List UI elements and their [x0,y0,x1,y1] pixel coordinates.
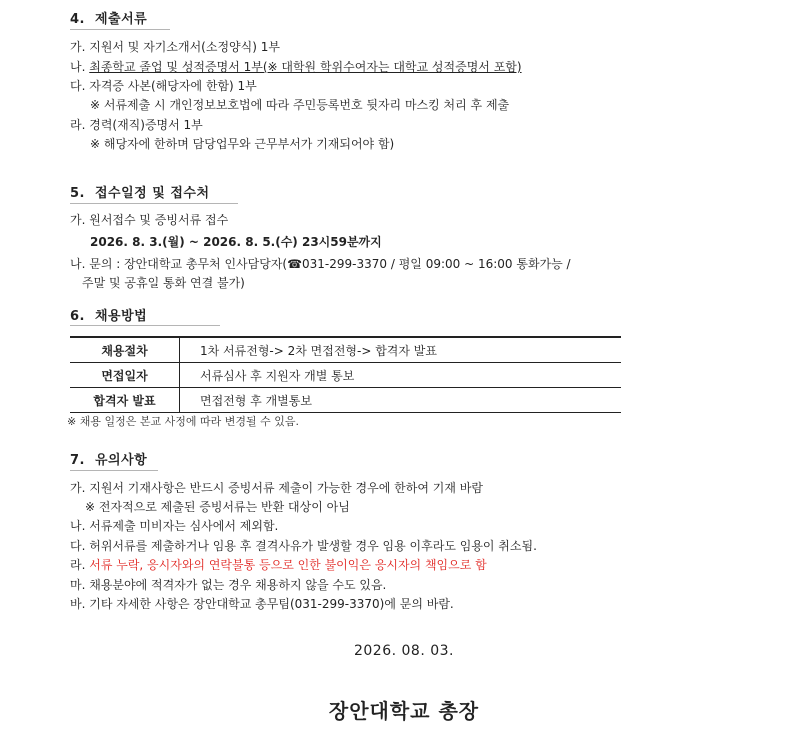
schedule-item-ga: 가. 원서접수 및 증빙서류 접수 [70,213,229,227]
section-heading-method [70,305,147,324]
table-key-cell: 합격자 발표 [70,388,180,413]
docs-item-na-prefix: 나. [70,60,90,74]
section-title: 접수일정 및 접수처 [95,186,210,201]
docs-item-ga: 가. 지원서 및 자기소개서(소정양식) 1부 [70,40,280,54]
table-value-cell: 1차 서류전형-> 2차 면접전형-> 합격자 발표 [180,337,622,363]
docs-item-ra: 라. 경력(재직)증명서 1부 [70,118,203,132]
section-number: 7. [70,453,85,468]
caution-item-ra-prefix: 라. [70,558,90,572]
caution-item-da: 다. 허위서류를 제출하거나 임용 후 결격사유가 발생할 경우 임용 이후라도 임용이 취소됨. [70,539,537,553]
docs-note-career: ※ 해당자에 한하며 담당업무와 근무부서가 기재되어야 함) [90,137,395,151]
section-title: 채용방법 [95,309,148,324]
heading-underline [70,29,170,30]
recruitment-table [70,336,621,413]
docs-note-masking: ※ 서류제출 시 개인정보보호법에 따라 주민등록번호 뒷자리 마스킹 처리 후 제출 [90,98,510,112]
caution-item-ma: 마. 채용분야에 적격자가 없는 경우 채용하지 않을 수도 있음. [70,578,387,592]
section-number: 5. [70,186,85,201]
table-key-cell: 면접일자 [70,363,180,388]
table-key-cell: 채용절차 [70,337,180,363]
section-number: 6. [70,309,85,324]
issuer-signature: 장안대학교 총장 [328,699,480,723]
table-row [70,388,621,413]
section-number: 4. [70,12,85,27]
caution-item-ga: 가. 지원서 기재사항은 반드시 증빙서류 제출이 가능한 경우에 한하여 기재 바람 [70,481,483,495]
docs-item-da: 다. 자격증 사본(해당자에 한함) 1부 [70,79,257,93]
schedule-contact-note: 주말 및 공휴일 통화 연결 불가) [82,276,245,290]
heading-underline [70,325,220,326]
table-value-cell: 서류심사 후 지원자 개별 통보 [180,363,622,388]
heading-underline [70,470,158,471]
caution-item-ra-warning: 서류 누락, 응시자와의 연락불통 등으로 인한 불이익은 응시자의 책임으로 함 [89,558,487,572]
heading-underline [70,203,238,204]
notice-date: 2026. 08. 03. [353,643,454,659]
schedule-change-note: ※ 채용 일정은 본교 사정에 따라 변경될 수 있음. [67,415,299,428]
section-heading-schedule [70,182,210,201]
section-heading-docs [70,8,147,27]
table-row [70,363,621,388]
schedule-period: 2026. 8. 3.(월) ~ 2026. 8. 5.(수) 23시59분까지 [90,235,382,249]
docs-item-na-text: 최종학교 졸업 및 성적증명서 1부(※ 대학원 학위수여자는 대학교 성적증명서 포함) [89,60,522,74]
section-title: 유의사항 [95,453,148,468]
table-row [70,337,621,363]
caution-note-electronic: ※ 전자적으로 제출된 증빙서류는 반환 대상이 아님 [85,500,350,514]
caution-item-ra [70,556,487,573]
caution-item-ba: 바. 기타 자세한 사항은 장안대학교 총무팀(031-299-3370)에 문의 바람. [70,597,454,611]
table-value-cell: 면접전형 후 개별통보 [180,388,622,413]
schedule-contact: 나. 문의 : 장안대학교 총무처 인사담당자(☎031-299-3370 / 평일 09:00 ~ 16:00 통화가능 / [70,257,571,271]
section-title: 제출서류 [95,12,148,27]
section-heading-caution [70,449,147,468]
caution-item-na: 나. 서류제출 미비자는 심사에서 제외함. [70,519,279,533]
docs-item-na [70,58,522,75]
